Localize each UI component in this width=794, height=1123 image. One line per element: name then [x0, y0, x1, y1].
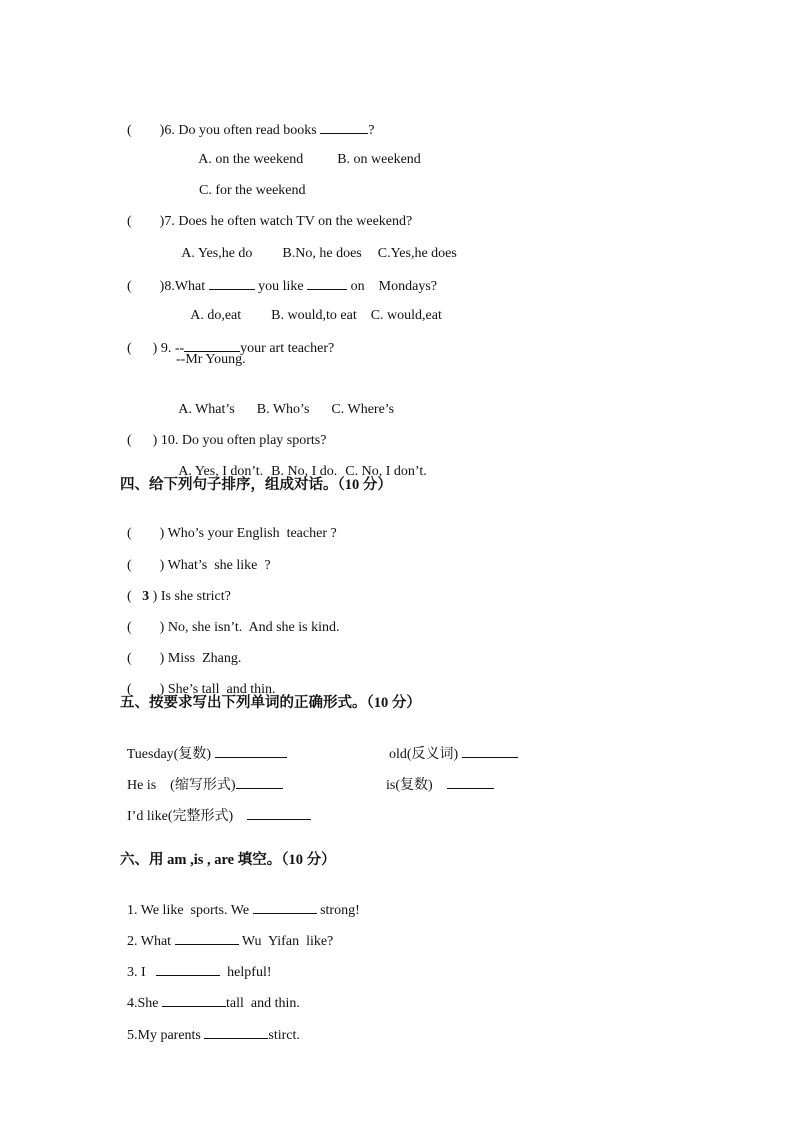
- answer-blank[interactable]: [162, 993, 226, 1007]
- question-text: 8.What: [164, 279, 209, 294]
- sentence-text: tall and thin.: [226, 996, 300, 1011]
- question-text: ?: [368, 123, 375, 138]
- sentence-text: Who’s your English teacher ?: [164, 526, 337, 541]
- answer-bracket[interactable]: ( ): [127, 526, 165, 541]
- word-prompt: He is (缩写形式): [127, 778, 236, 793]
- answer-blank[interactable]: [236, 775, 283, 789]
- answer-bracket[interactable]: ( ): [127, 123, 165, 138]
- option-a: A. What’s: [178, 402, 235, 417]
- answer-bracket[interactable]: ( ): [127, 620, 165, 635]
- question-text: 7. Does he often watch TV on the weekend?: [164, 214, 413, 229]
- answer-bracket[interactable]: ( ): [127, 214, 165, 229]
- section-4-heading: 四、给下列句子排序，组成对话。（10 分）: [120, 477, 392, 493]
- fill-in-item: [120, 1007, 300, 1045]
- answer-bracket-open[interactable]: (: [127, 589, 143, 604]
- sentence-text: 4.She: [127, 996, 162, 1011]
- answer-blank[interactable]: [253, 900, 317, 914]
- option-a: A. do,eat: [190, 308, 242, 323]
- answer-blank[interactable]: [175, 931, 239, 945]
- option-a: A. Yes, I don’t.: [178, 464, 264, 479]
- question-text: you like: [254, 279, 308, 294]
- option-b: B. on weekend: [337, 152, 421, 167]
- question-7: [120, 195, 412, 231]
- sentence-text: Miss Zhang.: [164, 651, 242, 666]
- ordering-item: [120, 507, 337, 543]
- q9-dialogue-answer: --Mr Young.: [176, 352, 246, 367]
- answer-blank[interactable]: [209, 276, 255, 290]
- word-prompt: I’d like(完整形式): [127, 809, 248, 824]
- answer-bracket[interactable]: ( ): [127, 558, 165, 573]
- question-text: your art teacher?: [240, 341, 335, 356]
- filled-answer: 3: [142, 589, 150, 604]
- option-b: B. Who’s: [256, 402, 310, 417]
- answer-bracket[interactable]: ( ): [127, 651, 165, 666]
- word-form-item: [120, 788, 311, 826]
- option-b: B. would,to eat: [271, 308, 357, 323]
- answer-bracket[interactable]: ( ): [127, 341, 158, 356]
- answer-blank[interactable]: [184, 338, 240, 352]
- answer-blank[interactable]: [320, 120, 368, 134]
- option-c: C. Where’s: [331, 402, 395, 417]
- answer-bracket-close[interactable]: ): [149, 589, 158, 604]
- answer-blank[interactable]: [247, 806, 311, 820]
- sentence-text: Is she strict?: [157, 589, 231, 604]
- question-text: on Mondays?: [347, 279, 437, 294]
- sentence-text: strong!: [316, 903, 360, 918]
- answer-blank[interactable]: [204, 1025, 268, 1039]
- option-a: A. Yes,he do: [181, 246, 253, 261]
- answer-bracket[interactable]: ( ): [127, 433, 158, 448]
- option-c: C. for the weekend: [199, 183, 306, 198]
- section-5-heading: 五、按要求写出下列单词的正确形式。（10 分）: [120, 695, 421, 711]
- answer-blank[interactable]: [156, 962, 220, 976]
- sentence-text: 5.My parents: [127, 1028, 205, 1043]
- answer-blank[interactable]: [447, 775, 494, 789]
- sentence-text: helpful!: [220, 965, 272, 980]
- question-text: 10. Do you often play sports?: [157, 433, 327, 448]
- word-form-item: [379, 757, 494, 795]
- sentence-text: 2. What: [127, 934, 175, 949]
- option-c: C.Yes,he does: [377, 246, 457, 261]
- answer-blank[interactable]: [215, 744, 287, 758]
- option-a: A. on the weekend: [198, 152, 304, 167]
- sentence-text: What’s she like ?: [164, 558, 271, 573]
- sentence-text: stirct.: [268, 1028, 300, 1043]
- answer-bracket[interactable]: ( ): [127, 682, 165, 697]
- section-6-heading: 六、用 am ,is , are 填空。（10 分）: [120, 852, 336, 868]
- question-text: 6. Do you often read books: [164, 123, 321, 138]
- question-text: 9. --: [157, 341, 185, 356]
- option-b: B.No, he does: [282, 246, 362, 261]
- answer-blank[interactable]: [307, 276, 347, 290]
- word-prompt: old(反义词): [389, 747, 462, 762]
- sentence-text: Wu Yifan like?: [238, 934, 334, 949]
- word-prompt: is(复数): [386, 778, 447, 793]
- answer-blank[interactable]: [462, 744, 518, 758]
- word-prompt: Tuesday(复数): [126, 747, 215, 762]
- sentence-text: 1. We like sports. We: [127, 903, 253, 918]
- answer-bracket[interactable]: ( ): [127, 279, 165, 294]
- option-c: C. would,eat: [370, 308, 442, 323]
- option-c: C. No, I don’t.: [345, 464, 427, 479]
- sentence-text: No, she isn’t. And she is kind.: [164, 620, 340, 635]
- option-b: B. No, I do.: [271, 464, 338, 479]
- sentence-text: She’s tall and thin.: [164, 682, 276, 697]
- sentence-text: 3. I: [127, 965, 157, 980]
